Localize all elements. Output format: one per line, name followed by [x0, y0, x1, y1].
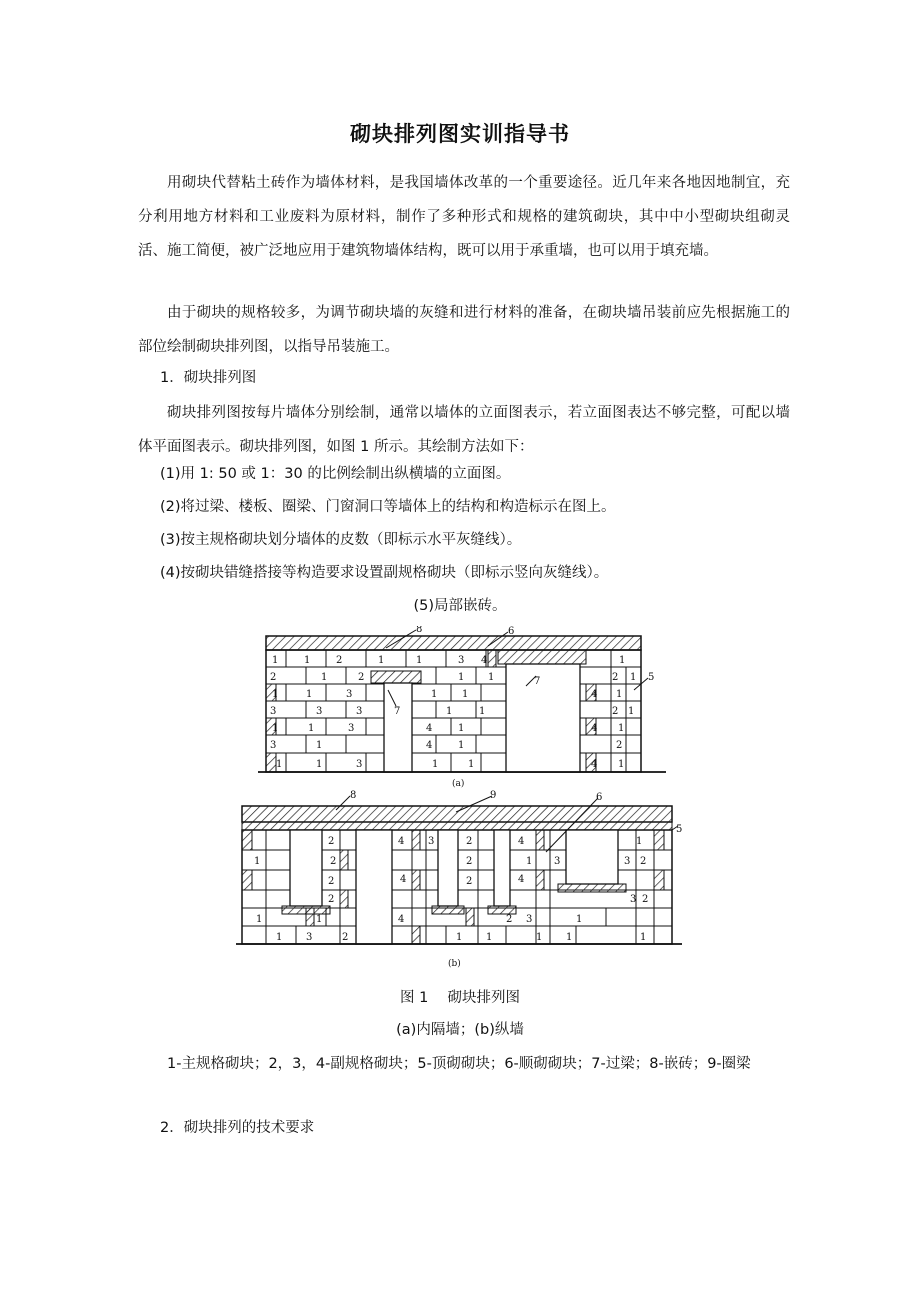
- svg-text:6: 6: [596, 792, 603, 803]
- svg-text:2: 2: [612, 672, 619, 683]
- svg-text:5: 5: [648, 672, 655, 683]
- svg-text:4: 4: [591, 723, 598, 734]
- svg-text:1: 1: [618, 723, 625, 734]
- svg-text:2: 2: [328, 836, 335, 847]
- svg-text:2: 2: [358, 672, 365, 683]
- svg-text:3: 3: [270, 706, 277, 717]
- wall-b-elevation: [236, 790, 682, 969]
- step-1: (1)用 1: 50 或 1：30 的比例绘制出纵横墙的立面图。: [160, 466, 511, 482]
- svg-text:3: 3: [356, 759, 363, 770]
- svg-text:1: 1: [308, 723, 315, 734]
- step-3: (3)按主规格砌块划分墙体的皮数（即标示水平灰缝线）。: [160, 532, 522, 548]
- svg-text:3: 3: [316, 706, 323, 717]
- svg-text:2: 2: [270, 672, 277, 683]
- svg-text:5: 5: [676, 824, 683, 835]
- svg-text:2: 2: [342, 932, 349, 943]
- method-paragraph: 砌块排列图按每片墙体分别绘制，通常以墙体的立面图表示，若立面图表达不够完整，可配以墙体平面图表示。砌块排列图，如图 1 所示。其绘制方法如下：: [138, 405, 790, 455]
- section-heading-2: 2．砌块排列的技术要求: [160, 1120, 315, 1136]
- svg-text:4: 4: [518, 874, 525, 885]
- svg-text:1: 1: [526, 856, 533, 867]
- label-a: (a): [452, 779, 465, 789]
- svg-text:4: 4: [591, 759, 598, 770]
- svg-text:1: 1: [458, 740, 465, 751]
- slab-a: [266, 636, 641, 650]
- svg-text:1: 1: [378, 655, 385, 666]
- svg-text:8: 8: [416, 626, 423, 635]
- svg-text:6: 6: [508, 626, 515, 637]
- svg-text:1: 1: [316, 914, 323, 925]
- svg-text:2: 2: [640, 856, 647, 867]
- svg-text:1: 1: [432, 759, 439, 770]
- svg-text:3: 3: [270, 740, 277, 751]
- svg-text:1: 1: [256, 914, 263, 925]
- svg-text:1: 1: [576, 914, 583, 925]
- svg-text:4: 4: [481, 655, 488, 666]
- svg-text:1: 1: [486, 932, 493, 943]
- svg-text:2: 2: [328, 894, 335, 905]
- svg-text:3: 3: [624, 856, 631, 867]
- svg-text:3: 3: [554, 856, 561, 867]
- ring-beam-b: [242, 806, 672, 822]
- svg-text:1: 1: [619, 655, 626, 666]
- svg-text:1: 1: [316, 759, 323, 770]
- svg-text:1: 1: [272, 655, 279, 666]
- wall-a-elevation: [258, 626, 666, 789]
- svg-text:3: 3: [526, 914, 533, 925]
- lintel-a-window: [371, 671, 421, 683]
- svg-text:1: 1: [616, 689, 623, 700]
- svg-text:1: 1: [618, 759, 625, 770]
- svg-text:3: 3: [306, 932, 313, 943]
- svg-text:8: 8: [350, 790, 357, 801]
- svg-text:3: 3: [458, 655, 465, 666]
- section-heading-1: 1．砌块排列图: [160, 370, 257, 386]
- lintel-a-door: [498, 650, 586, 664]
- page-title: 砌块排列图实训指导书: [350, 122, 570, 146]
- svg-text:1: 1: [304, 655, 311, 666]
- svg-text:1: 1: [456, 932, 463, 943]
- svg-text:1: 1: [321, 672, 328, 683]
- svg-text:1: 1: [628, 706, 635, 717]
- svg-text:2: 2: [328, 876, 335, 887]
- svg-text:2: 2: [336, 655, 343, 666]
- svg-text:4: 4: [591, 689, 598, 700]
- svg-text:1: 1: [640, 932, 647, 943]
- svg-text:1: 1: [536, 932, 543, 943]
- svg-text:1: 1: [462, 689, 469, 700]
- opening-a-2: [506, 664, 580, 772]
- svg-text:7: 7: [394, 706, 401, 717]
- step-4: (4)按砌块错缝搭接等构造要求设置副规格砌块（即标示竖向灰缝线）。: [160, 565, 609, 581]
- svg-text:4: 4: [398, 914, 405, 925]
- svg-text:2: 2: [612, 706, 619, 717]
- svg-text:2: 2: [466, 876, 473, 887]
- svg-text:4: 4: [398, 836, 405, 847]
- opening-a-1: [384, 683, 412, 772]
- svg-text:2: 2: [466, 836, 473, 847]
- svg-text:1: 1: [431, 689, 438, 700]
- svg-text:1: 1: [416, 655, 423, 666]
- figure-subcaption: (a)内隔墙；(b)纵墙: [396, 1022, 524, 1038]
- svg-text:1: 1: [316, 740, 323, 751]
- svg-text:9: 9: [490, 790, 497, 801]
- svg-text:3: 3: [346, 689, 353, 700]
- svg-text:1: 1: [276, 759, 283, 770]
- svg-text:7: 7: [534, 676, 541, 687]
- svg-text:3: 3: [348, 723, 355, 734]
- svg-text:1: 1: [468, 759, 475, 770]
- svg-text:3: 3: [356, 706, 363, 717]
- step-5: (5)局部嵌砖。: [413, 598, 507, 614]
- svg-text:1: 1: [630, 672, 637, 683]
- svg-text:3: 3: [630, 894, 637, 905]
- svg-text:2: 2: [616, 740, 623, 751]
- svg-text:4: 4: [400, 874, 407, 885]
- intro-paragraph: 用砌块代替粘土砖作为墙体材料，是我国墙体改革的一个重要途径。近几年来各地因地制宜，充分利用地方材料和工业废料为原材料，制作了多种形式和规格的建筑砌块，其中中小型砌块组砌灵活、施工简便，被广泛地应用于建筑物墙体结构，既可以用于承重墙，也可以用于填充墙。: [138, 175, 790, 259]
- svg-text:1: 1: [276, 932, 283, 943]
- svg-text:1: 1: [272, 689, 279, 700]
- svg-text:1: 1: [458, 672, 465, 683]
- svg-text:1: 1: [636, 836, 643, 847]
- svg-text:1: 1: [272, 723, 279, 734]
- svg-text:3: 3: [428, 836, 435, 847]
- figure-legend: 1-主规格砌块；2，3，4-副规格砌块；5-顶砌砌块；6-顺砌砌块；7-过梁；8-嵌砖；9-圈梁: [167, 1056, 751, 1072]
- svg-text:2: 2: [642, 894, 649, 905]
- svg-text:1: 1: [479, 706, 486, 717]
- svg-text:1: 1: [254, 856, 261, 867]
- label-b: (b): [448, 959, 461, 969]
- svg-text:1: 1: [306, 689, 313, 700]
- svg-text:1: 1: [488, 672, 495, 683]
- figure-caption: 图 1 砌块排列图: [400, 990, 520, 1006]
- svg-text:1: 1: [446, 706, 453, 717]
- svg-text:2: 2: [466, 856, 473, 867]
- svg-text:1: 1: [458, 723, 465, 734]
- svg-text:1: 1: [566, 932, 573, 943]
- svg-text:4: 4: [426, 723, 433, 734]
- block-arrangement-figure: [236, 626, 686, 976]
- purpose-paragraph: 由于砌块的规格较多，为调节砌块墙的灰缝和进行材料的准备，在砌块墙吊装前应先根据施工的部位绘制砌块排列图，以指导吊装施工。: [138, 305, 790, 355]
- svg-text:4: 4: [426, 740, 433, 751]
- svg-text:2: 2: [506, 914, 513, 925]
- step-2: (2)将过梁、楼板、圈梁、门窗洞口等墙体上的结构和构造标示在图上。: [160, 499, 616, 515]
- svg-text:4: 4: [518, 836, 525, 847]
- svg-text:2: 2: [330, 856, 337, 867]
